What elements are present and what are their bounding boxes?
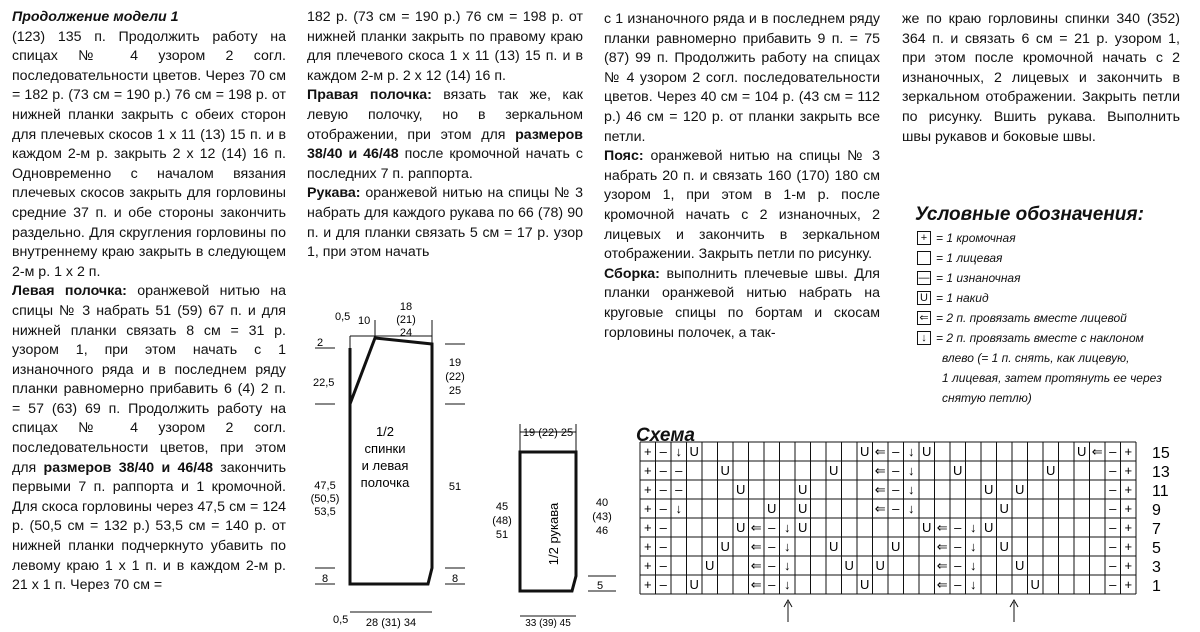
chart-cell-symbol: U — [860, 444, 870, 459]
chart-cell-symbol: – — [659, 463, 667, 478]
chart-cell-symbol: – — [659, 539, 667, 554]
chart-row-number: 11 — [1152, 483, 1169, 500]
sleeve-dim-51: 51 — [495, 529, 509, 541]
chart-cell-symbol: – — [892, 463, 900, 478]
chart-cell-symbol: U — [999, 539, 1009, 554]
dim-bottom: 28 (31) 34 — [365, 617, 417, 629]
chart-row-numbers — [1152, 445, 1170, 595]
assembly-cont: же по краю горловины спинки 340 (352) 364 п. и связать 6 см = 21 р. узором 1, при этом после кромочной начать с 2 изнаночных, 2 лицевых и закончить в зеркальном отображении. Закрыть петли по рисунку. Вшить рукава. Выполнить швы рукавов и боковые швы. — [902, 11, 1180, 145]
chart-cell-symbol: + — [1124, 482, 1133, 497]
chart-cell-symbol: – — [1109, 539, 1117, 554]
chart-cell-symbol: – — [1109, 520, 1117, 535]
chart-cell-symbol: – — [954, 558, 962, 573]
body-label-1: 1/2 — [375, 424, 395, 439]
chart-row-number: 15 — [1152, 445, 1170, 462]
chart-cell-symbol: ↓ — [908, 501, 915, 516]
left-front-paragraph: Левая полочка: оранжевой нитью на спицы № 3 набрать 51 (59) 67 п. и для нижней планки связать 8 см = 31 р. узором 1, при этом начать с 1 изнаночного ряда и в последнем ряду планки равномерно прибавить 6 (4) 2 п. = 57 (63) 69 п. Продолжить работу на спицах № 4 узором 2 согл. последовательности цветов, при этом для размеров 38/40 и 46/48 закончить первыми 7 п. раппорта и 1 кромочной. Для скоса горловины через 47,5 см = 124 р. (50,5 см = 132 р.) 53,5 см = 140 р. от нижней планки подчеркнуто убавить по левому краю 1 х 1 п. и в каждом 2-м р. 21 х 1 п. Через 70 см = — [12, 283, 287, 594]
dim-21: (21) — [396, 314, 416, 326]
chart-cell-symbol: – — [1109, 444, 1117, 459]
chart-cell-symbol: + — [643, 558, 652, 573]
chart-cell-symbol: U — [829, 539, 839, 554]
chart-cell-symbol: ⇐ — [874, 444, 886, 459]
chart-cell-symbol: – — [892, 444, 900, 459]
dim-2: 2 — [317, 337, 324, 349]
chart-cell-symbol: – — [1109, 482, 1117, 497]
chart-cell-symbol: U — [984, 520, 994, 535]
chart-cell-symbol: ↓ — [675, 501, 682, 516]
repeat-arrows — [784, 600, 1018, 622]
chart-cell-symbol: + — [1124, 520, 1133, 535]
chart-cell-symbol: + — [1124, 539, 1133, 554]
chart-cell-symbol: U — [736, 520, 746, 535]
text-column-4 — [902, 10, 1180, 147]
belt-paragraph: Пояс: оранжевой нитью на спицы № 3 набрать 20 п. и связать 160 (170) 180 см узором 1, при этом в 1-м р. после кромочной начать с 2 изнаночных, 2 лицевых и закончить в зеркальном отображении. Закрыть петли по рисунку. — [604, 148, 880, 263]
dim-22: (22) — [445, 371, 465, 383]
sleeves-heading: Рукава: — [307, 185, 361, 202]
chart-cell-symbol: + — [643, 463, 652, 478]
chart-cell-symbol: + — [1124, 444, 1133, 459]
legend-title: Условные обозначения: — [915, 204, 1144, 225]
right-front-heading: Правая полочка: — [307, 87, 432, 104]
chart-cell-symbol: – — [659, 520, 667, 535]
chart-cell-symbol: + — [643, 520, 652, 535]
dim-05-top: 0,5 — [335, 311, 351, 323]
chart-cell-symbol: – — [1109, 558, 1117, 573]
sleeves-cont: с 1 изнаночного ряда и в последнем ряду планки равномерно прибавить 9 п. = 75 (87) 99 п. Продолжить работу на спицах № 4 узором 2 согл. последовательности цветов. Через 40 см = 104 р. (43 см = 112 р.) 46 см = 120 р. от планки закрыть все петли. — [604, 11, 880, 145]
sleeve-dim-43: (43) — [592, 511, 612, 523]
right-front-paragraph: Правая полочка: вязать так же, как левую полочку, но в зеркальном отображении, при этом для размеров 38/40 и 46/48 после кромочной начать с последних 7 п. раппорта. — [307, 87, 583, 182]
legend-ssk-cont-2: 1 лицевая, затем протянуть ее через — [942, 371, 1162, 385]
sleeve-label: 1/2 рукава — [546, 502, 561, 566]
chart-cell-symbol: U — [922, 444, 932, 459]
dim-25: 25 — [448, 385, 462, 397]
chart-cell-symbol: + — [643, 482, 652, 497]
chart-cell-symbol: – — [892, 501, 900, 516]
dim-24: 24 — [399, 327, 413, 339]
belt-heading: Пояс: — [604, 148, 644, 165]
sleeve-dim-45: 45 — [495, 501, 509, 513]
chart-cell-symbol: – — [768, 577, 776, 592]
chart-cell-symbol: + — [643, 539, 652, 554]
chart-cell-symbol: U — [1015, 482, 1025, 497]
chart-cell-symbol: ⇐ — [874, 501, 886, 516]
sleeve-schematic — [488, 418, 628, 628]
chart-cell-symbol: U — [798, 501, 808, 516]
chart-cell-symbol: ↓ — [784, 520, 791, 535]
chart-cell-symbol: U — [953, 463, 963, 478]
chart-cell-symbol: – — [659, 444, 667, 459]
body-schematic — [305, 296, 485, 632]
chart-cell-symbol: ↓ — [908, 444, 915, 459]
chart-cell-symbol: – — [768, 520, 776, 535]
dim-535: 53,5 — [314, 506, 336, 518]
chart-cell-symbol: – — [768, 558, 776, 573]
sleeve-dim-48: (48) — [492, 515, 512, 527]
chart-cell-symbol: U — [875, 558, 885, 573]
chart-cell-symbol: + — [1124, 501, 1133, 516]
chart-cell-symbol: U — [798, 520, 808, 535]
dim-475: 47,5 — [314, 480, 336, 492]
legend-ssk-cont-3: снятую петлю) — [942, 391, 1032, 405]
chart-cell-symbol: U — [984, 482, 994, 497]
chart-cell-symbol: U — [829, 463, 839, 478]
legend-ssk-cont-1: влево (= 1 п. снять, как лицевую, — [942, 351, 1130, 365]
chart-cell-symbol: U — [860, 577, 870, 592]
chart-cell-symbol: ⇐ — [750, 520, 762, 535]
chart-cell-symbol: + — [1124, 577, 1133, 592]
chart-cell-symbol: + — [1124, 463, 1133, 478]
sleeve-dim-46: 46 — [595, 525, 609, 537]
legend-item-k2tog: ⇐ = 2 п. провязать вместе лицевой — [917, 308, 1162, 328]
left-front-cont: 182 р. (73 см = 190 р.) 76 см = 198 р. от нижней планки закрыть по правому краю для плечевого скоса 1 х 11 (13) 15 п. и в каждом 2-м р. 2 х 12 (14) 16 п. — [307, 9, 583, 84]
dim-10: 10 — [358, 315, 371, 327]
body-label-2: спинки — [364, 441, 406, 456]
back-instructions: (123) 135 п. Продолжить работу на спицах № 4 узором 2 согл. последовательности цветов. Через 70 см = 182 р. (73 см = 190 р.) 76 см = 198 р. от нижней планки закрыть с обеих сторон для плечевых скосов 1 х 11 (13) 15 п. и в каждом 2-м р. закрыть 2 х 12 (14) 16 п. Одновременно с началом вязания плечевых скосов закрыть для горловины средние 37 п. и обе стороны закончить раздельно. Для скругления горловины по внутреннему краю закрыть в следующем 2-м р. 1 х 2 п. — [12, 28, 286, 280]
body-label-3: и левая — [361, 458, 409, 473]
ssk-icon: ↓ — [917, 331, 931, 345]
sleeve-dim-bottom: 33 (39) 45 — [525, 618, 571, 628]
chart-cell-symbol: U — [1046, 463, 1056, 478]
chart-row-number: 7 — [1152, 521, 1161, 538]
chart-cell-symbol: – — [1109, 501, 1117, 516]
legend-item-purl: — = 1 изнаночная — [918, 271, 1021, 285]
chart-cell-symbol: ⇐ — [750, 577, 762, 592]
chart-cell-symbol: U — [1030, 577, 1040, 592]
chart-cell-symbol: U — [705, 558, 715, 573]
legend — [917, 228, 1162, 408]
chart-cell-symbol: U — [798, 482, 808, 497]
chart-cell-symbol: ⇐ — [936, 577, 948, 592]
chart-cell-symbol: – — [659, 501, 667, 516]
knit-stitch-icon — [917, 251, 931, 265]
sleeves-paragraph: Рукава: оранжевой нитью на спицы № 3 набрать для каждого рукава по 66 (78) 90 п. и для планки связать 5 см = 17 р. узор 1, при этом начать — [307, 185, 583, 261]
dim-05-bottom: 0,5 — [333, 614, 349, 626]
dim-19: 19 — [448, 357, 462, 369]
chart-cell-symbol: U — [999, 501, 1009, 516]
chart-cell-symbol: – — [659, 558, 667, 573]
chart-row-number: 3 — [1152, 559, 1161, 576]
chart-row-number: 9 — [1152, 502, 1161, 519]
chart-cell-symbol: U — [689, 577, 699, 592]
chart-cell-symbol: – — [1109, 577, 1117, 592]
chart-cell-symbol: U — [720, 539, 730, 554]
chart-cell-symbol: ↓ — [675, 444, 682, 459]
text-column-3 — [604, 10, 880, 343]
chart-row-number: 1 — [1152, 578, 1161, 595]
chart-cell-symbol: – — [892, 482, 900, 497]
legend-item-yarnover: U = 1 накид — [917, 288, 1162, 308]
dim-51: 51 — [448, 481, 462, 493]
dim-225: 22,5 — [313, 377, 335, 389]
chart-cell-symbol: ↓ — [970, 558, 977, 573]
legend-item-knit: = 1 лицевая — [917, 248, 1162, 268]
body-label-4: полочка — [360, 475, 410, 490]
chart-cell-symbol: ↓ — [784, 558, 791, 573]
chart-cell-symbol: – — [675, 463, 683, 478]
chart-cell-symbol: ⇐ — [936, 558, 948, 573]
continuation-title: Продолжение модели 1 — [12, 9, 179, 25]
chart-cell-symbol: ↓ — [908, 482, 915, 497]
chart-cell-symbol: ↓ — [784, 539, 791, 554]
chart-cell-symbol: ⇐ — [874, 463, 886, 478]
chart-title: Схема — [636, 425, 696, 446]
chart-cell-symbol: ↓ — [970, 539, 977, 554]
chart-cell-symbol: U — [689, 444, 699, 459]
chart-cell-symbol: + — [1124, 558, 1133, 573]
chart-cell-symbol: – — [659, 482, 667, 497]
dim-8-left: 8 — [321, 573, 329, 585]
purl-stitch-icon: — — [918, 272, 930, 284]
chart-cell-symbol: U — [844, 558, 854, 573]
chart-cell-symbol: U — [720, 463, 730, 478]
chart-cell-symbol: U — [1077, 444, 1087, 459]
legend-item-ssk: ↓ = 2 п. провязать вместе с наклоном — [917, 328, 1162, 348]
chart-cell-symbol: ⇐ — [1091, 444, 1103, 459]
dim-505: (50,5) — [310, 493, 340, 505]
chart-cell-symbol: ⇐ — [750, 539, 762, 554]
chart-cell-symbol: U — [1015, 558, 1025, 573]
chart-cell-symbol: ⇐ — [936, 539, 948, 554]
chart-cell-symbol: ↓ — [970, 577, 977, 592]
chart-cell-symbol: ⇐ — [750, 558, 762, 573]
chart-cell-symbol: + — [643, 444, 652, 459]
chart-row-number: 13 — [1152, 464, 1170, 481]
chart-cell-symbol: ⇐ — [874, 482, 886, 497]
chart-row-number: 5 — [1152, 540, 1161, 557]
chart-cell-symbol: – — [954, 539, 962, 554]
chart-cell-symbol: U — [736, 482, 746, 497]
yarn-over-icon: U — [917, 291, 931, 305]
chart-cell-symbol: U — [922, 520, 932, 535]
sleeve-dim-5: 5 — [596, 580, 604, 592]
text-column-1 — [12, 8, 286, 596]
chart-cell-symbol: – — [1109, 463, 1117, 478]
sleeve-dim-40: 40 — [595, 497, 609, 509]
chart-cell-symbol: ⇐ — [936, 520, 948, 535]
dim-8-right: 8 — [451, 573, 459, 585]
chart-cell-symbol: – — [768, 539, 776, 554]
chart-cell-symbol: – — [954, 577, 962, 592]
chart-cell-symbol: – — [675, 482, 683, 497]
k2tog-icon: ⇐ — [917, 311, 931, 325]
edge-stitch-icon: + — [917, 231, 931, 245]
left-front-heading: Левая полочка: — [12, 283, 127, 300]
chart-cell-symbol: U — [891, 539, 901, 554]
chart-cell-symbol: – — [659, 577, 667, 592]
dim-18: 18 — [399, 301, 413, 313]
chart-cell-symbol: – — [954, 520, 962, 535]
chart-cell-symbol: ↓ — [970, 520, 977, 535]
sleeve-dim-top: 19 (22) 25 — [522, 427, 574, 439]
assembly-paragraph: Сборка: выполнить плечевые швы. Для планки оранжевой нитью набрать на круговые спицы по бортам и скосам горловины полочек, а так- — [604, 265, 880, 341]
chart-cell-symbol: U — [767, 501, 777, 516]
chart-cell-symbol: + — [643, 501, 652, 516]
chart-cell-symbol: ↓ — [784, 577, 791, 592]
legend-item-edge: + = 1 кромочная — [917, 228, 1162, 248]
stitch-chart — [630, 440, 1195, 630]
chart-cell-symbol: + — [643, 577, 652, 592]
chart-cell-symbol: ↓ — [908, 463, 915, 478]
assembly-heading: Сборка: — [604, 265, 660, 282]
text-column-2 — [307, 8, 583, 263]
